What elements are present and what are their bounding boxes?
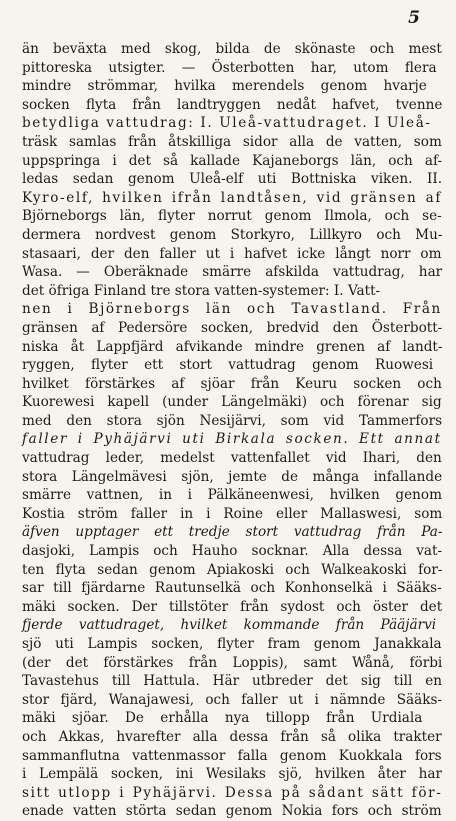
text-line: niska åt Lappfjärd afvikande mindre grenen af landt- [22, 338, 443, 355]
text-line: dasjoki, Lampis och Hauho socknar. Alla dessa vat- [22, 543, 443, 560]
text-line: pittoreska utsigter. — Österbotten har, utom flera [22, 59, 437, 76]
text-line: äfven upptager ett tredje stort vattudrag från Pa- [22, 524, 443, 541]
text-line: socken flyta från landtryggen nedåt hafvet, tvenne [22, 96, 443, 113]
text-line: nen i Björneborgs län och Tavastland. Från [22, 301, 442, 318]
text-line: sammanflutna vattenmassor falla genom Kuokkala fors [22, 747, 442, 764]
text-line: betydliga vattudrag: I. Uleå-vattudraget. I Uleå- [22, 115, 432, 132]
text-line: gränsen af Pedersöre socken, bredvid den Österbott- [22, 319, 443, 336]
text-line: Kyro-elf, hvilken ifrån landtåsen, vid gränsen af [22, 189, 443, 206]
text-line: med den stora sjön Nesijärvi, som vid Tammerfors [22, 412, 443, 429]
text-line: sar till fjärdarne Rautunselkä och Konhonselkä i Sääks- [22, 580, 442, 597]
text-line: Kostia ström faller in i Roine eller Mallaswesi, som [22, 505, 443, 522]
text-line: fjerde vattudraget, hvilket kommande från Pääjärvi [22, 617, 437, 634]
text-line: uppspringa i det så kallade Kajaneborgs län, och af- [22, 152, 443, 169]
body-text [22, 40, 442, 821]
text-line: sitt utlopp i Pyhäjärvi. Dessa på sådant sätt för- [22, 784, 443, 801]
text-line: Björneborgs län, flyter norrut genom Ilmola, och se- [22, 208, 442, 225]
text-line: mindre strömmar, hvilka merendels genom hvarje [22, 78, 427, 95]
page-number: 5 [408, 8, 420, 28]
text-line: stasaari, der den faller ut i hafvet icke långt norr om [22, 245, 442, 262]
text-line: mäki socken. Der tillstöter från sydost och öster det [22, 598, 443, 615]
text-line: Kuorewesi kapell (under Längelmäki) och förenar sig [22, 394, 442, 411]
text-line: enade vatten störta sedan genom Nokia fors och ström [22, 803, 442, 820]
text-line: vattudrag leder, medelst vattenfallet vid Ihari, den [22, 450, 442, 467]
text-line: (der det förstärkes från Loppis), samt Wånå, förbi [22, 654, 443, 671]
text-line: det öfriga Finland tre stora vatten-systemer: I. Vatt- [22, 282, 381, 299]
text-line: smärre vattnen, in i Pälkäneenwesi, hvilken genom [22, 487, 442, 504]
text-line: mäki sjöar. De erhålla nya tillopp från Urdiala [22, 710, 423, 727]
text-line: Tavastehus till Hattula. Här utbreder det sig till en [22, 673, 443, 690]
text-line: hvilket förstärkes af sjöar från Keuru socken och [22, 375, 442, 392]
text-line: ten flyta sedan genom Apiakoski och Walkeakoski for- [22, 561, 443, 578]
text-line: faller i Pyhäjärvi uti Birkala socken. Ett annat [22, 431, 442, 448]
text-line: sjö uti Lampis socken, flyter fram genom Janakkala [22, 636, 442, 652]
text-line: Wasa. — Oberäknade smärre afskilda vattudrag, har [22, 264, 443, 281]
text-line: träsk samlas från åtskilliga sidor alla de vatten, som [22, 133, 442, 150]
text-line: stor fjärd, Wanajawesi, och faller ut i nämnde Sääks- [22, 691, 443, 708]
text-line: dermera nordvest genom Storkyro, Lillkyro och Mu- [22, 226, 443, 243]
text-line: stora Längelmävesi sjön, jemte de många infallande [22, 468, 443, 485]
text-line: och Akkas, hvarefter alla dessa från så olika trakter [22, 728, 442, 745]
text-line: i Lempälä socken, ini Wesilaks sjö, hvilken åter har [22, 766, 442, 783]
text-line: ryggen, flyter ett stort vattudrag genom Ruowesi [22, 357, 434, 374]
text-line: än beväxta med skog, bilda de skönaste och mest [22, 41, 442, 57]
text-line: ledas sedan genom Uleå-elf uti Bottniska viken. II. [22, 171, 443, 188]
